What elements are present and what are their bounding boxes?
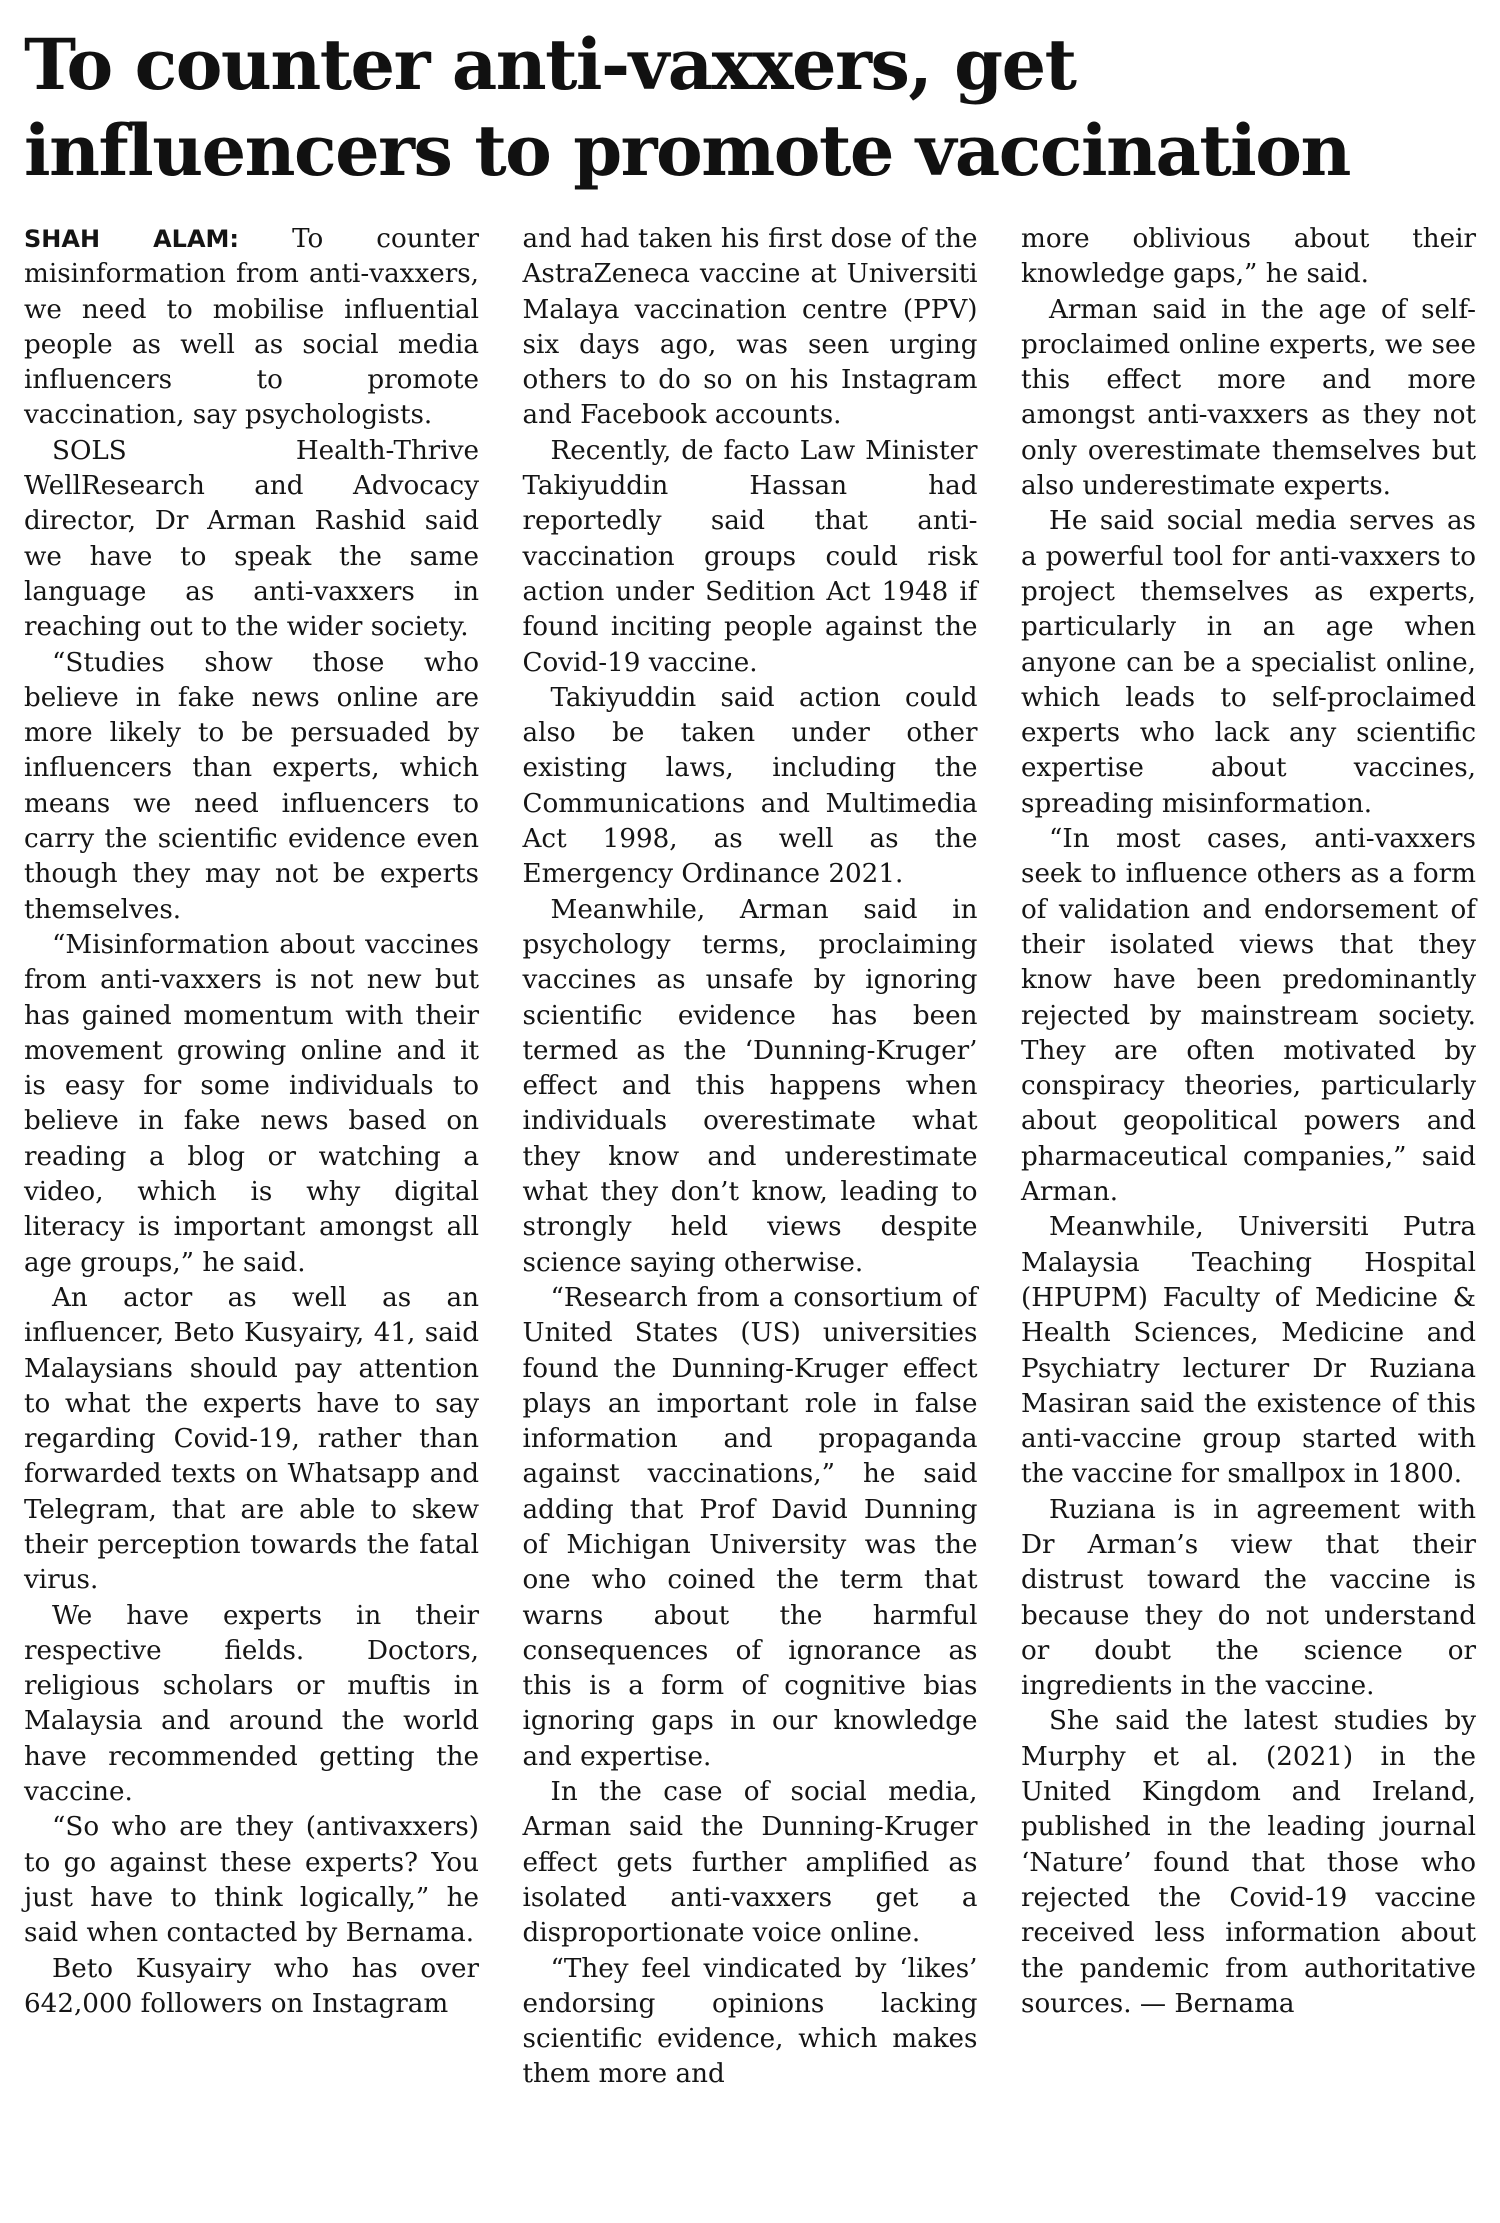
paragraph: Ruziana is in agreement with Dr Arman’s view that their distrust toward the vaccine is because they do not understand or doubt the science or ingredients in the vaccine.	[1021, 1494, 1476, 1702]
paragraph: “They feel vindicated by ‘likes’ endorsing opinions lacking scientific evidence, which makes them more and	[522, 1953, 978, 2090]
paragraph: “So who are they (antivaxxers) to go against these experts? You just have to think logically,” he said when contacted by Bernama.	[24, 1812, 479, 1949]
lead-paragraph	[24, 222, 479, 434]
paragraph: Recently, de facto Law Minister Takiyuddin Hassan had reportedly said that anti-vaccination groups could risk action under Sedition Act 1948 if found inciting people against the Covid-19 vaccine.	[522, 435, 978, 678]
paragraph: We have experts in their respective fields. Doctors, religious scholars or muftis in Malaysia and around the world have recommended getting the vaccine.	[24, 1600, 479, 1808]
paragraph: An actor as well as an influencer, Beto Kusyairy, 41, said Malaysians should pay attention to what the experts have to say regarding Covid-19, rather than forwarded texts on Whatsapp and Telegram, that are able to skew their perception towards the fatal virus.	[24, 1282, 479, 1596]
article-headline: To counter anti-vaxxers, get influencers to promote vaccination	[24, 23, 1350, 192]
paragraph: “In most cases, anti-vaxxers seek to influence others as a form of validation and endorsement of their isolated views that they know have been predominantly rejected by mainstream society. They are often motivated by conspiracy theories, particularly about geopolitical powers and pharmaceutical companies,” said Arman.	[1021, 824, 1476, 1208]
paragraph: “Studies show those who believe in fake news online are more likely to be persuaded by influencers than experts, which means we need influencers to carry the scientific evidence even though they may not be experts themselves.	[24, 647, 479, 925]
paragraph: SOLS Health-Thrive WellResearch and Advocacy director, Dr Arman Rashid said we have to speak the same language as anti-vaxxers in reaching out to the wider society.	[24, 435, 479, 643]
paragraph: He said social media serves as a powerful tool for anti-vaxxers to project themselves as experts, particularly in an age when anyone can be a specialist online, which leads to self-proclaimed experts who lack any scientific expertise about vaccines, spreading misinformation.	[1021, 506, 1476, 819]
article-column-3	[1021, 222, 1476, 2093]
article-column-2	[523, 222, 978, 2093]
paragraph-continued: and had taken his first dose of the AstraZeneca vaccine at Universiti Malaya vaccination centre (PPV) six days ago, was seen urging others to do so on his Instagram and Facebook accounts.	[522, 224, 978, 431]
paragraph: She said the latest studies by Murphy et al. (2021) in the United Kingdom and Ireland, published in the leading journal ‘Nature’ found that those who rejected the Covid-19 vaccine received less information about the pandemic from authoritative sources. — Bernama	[1021, 1706, 1476, 2019]
dateline: SHAH ALAM:	[24, 225, 240, 253]
paragraph: “Research from a consortium of United States (US) universities found the Dunning-Kruger effect plays an important role in false information and propaganda against vaccinations,” he said adding that Prof David Dunning of Michigan University was the one who coined the term that warns about the harmful consequences of ignorance as this is a form of cognitive bias ignoring gaps in our knowledge and expertise.	[522, 1282, 978, 1772]
paragraph: Meanwhile, Arman said in psychology terms, proclaiming vaccines as unsafe by ignoring scientific evidence has been termed as the ‘Dunning-Kruger’ effect and this happens when individuals overestimate what they know and underestimate what they don’t know, leading to strongly held views despite science saying otherwise.	[522, 894, 978, 1278]
paragraph: In the case of social media, Arman said the Dunning-Kruger effect gets further amplified as isolated anti-vaxxers get a disproportionate voice online.	[522, 1777, 978, 1949]
paragraph-text: To counter misinformation from anti-vaxxers, we need to mobilise influential people as well as social media influencers to promote vaccination, say psychologists.	[24, 224, 480, 431]
article-body	[24, 222, 1476, 2093]
paragraph: “Misinformation about vaccines from anti-vaxxers is not new but has gained momentum with their movement growing online and it is easy for some individuals to believe in fake news based on reading a blog or watching a video, which is why digital literacy is important amongst all age groups,” he said.	[24, 929, 479, 1278]
paragraph: Arman said in the age of self-proclaimed online experts, we see this effect more and more amongst anti-vaxxers as they not only overestimate themselves but also underestimate experts.	[1021, 294, 1476, 502]
paragraph-continued: more oblivious about their knowledge gaps,” he said.	[1021, 224, 1476, 290]
article-column-1	[24, 222, 479, 2093]
paragraph: Meanwhile, Universiti Putra Malaysia Teaching Hospital (HPUPM) Faculty of Medicine & Health Sciences, Medicine and Psychiatry lecturer Dr Ruziana Masiran said the existence of this anti-vaccine group started with the vaccine for smallpox in 1800.	[1021, 1212, 1476, 1490]
paragraph: Beto Kusyairy who has over 642,000 followers on Instagram	[24, 1953, 479, 2019]
paragraph: Takiyuddin said action could also be taken under other existing laws, including the Communications and Multimedia Act 1998, as well as the Emergency Ordinance 2021.	[522, 682, 978, 890]
